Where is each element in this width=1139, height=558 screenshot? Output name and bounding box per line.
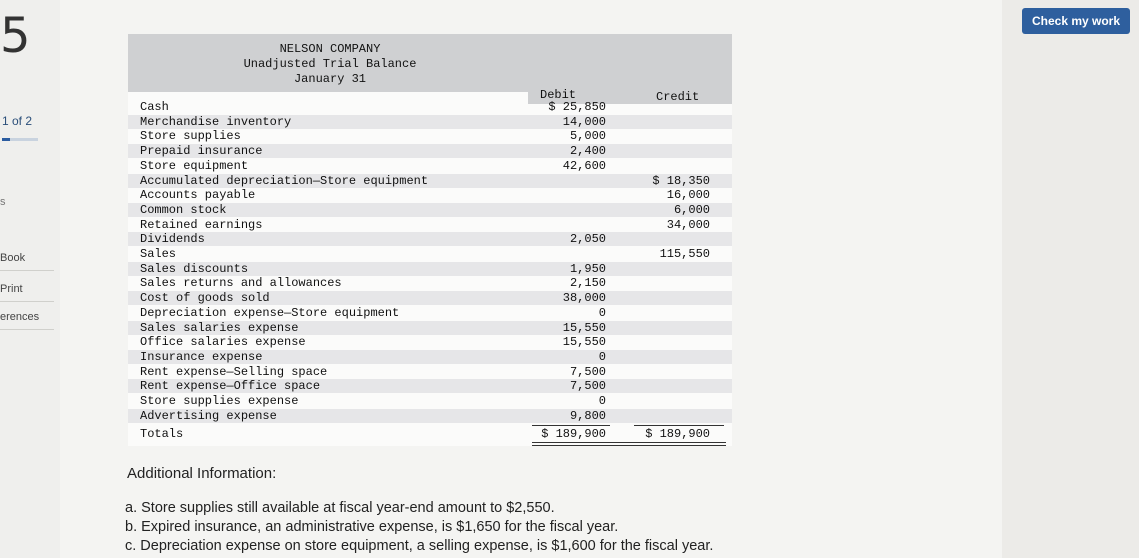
debit-amount: 42,600 <box>562 158 606 173</box>
table-row <box>128 394 732 408</box>
table-row <box>128 276 732 290</box>
right-panel <box>1002 0 1139 558</box>
table-row <box>128 188 732 202</box>
table-row <box>128 218 732 232</box>
credit-amount: 34,000 <box>666 217 710 232</box>
debit-amount: 9,800 <box>569 408 606 423</box>
debit-amount: 15,550 <box>562 335 606 350</box>
print-button[interactable]: Print <box>0 279 54 302</box>
table-row <box>128 321 732 335</box>
debit-amount: 15,550 <box>562 320 606 335</box>
account-name: Sales returns and allowances <box>140 276 342 291</box>
company-name: NELSON COMPANY <box>279 42 381 56</box>
account-name: Depreciation expense—Store equipment <box>140 305 400 320</box>
credit-header: Credit <box>656 90 700 104</box>
table-row <box>128 159 732 173</box>
additional-info-heading: Additional Information: <box>127 465 277 482</box>
table-row <box>128 129 732 143</box>
credit-amount: $ 189,900 <box>645 427 710 442</box>
debit-amount: $ 189,900 <box>541 427 606 442</box>
debit-amount: 7,500 <box>569 364 606 379</box>
table-row <box>128 174 732 188</box>
credit-amount: 6,000 <box>673 202 710 217</box>
account-name: Store supplies <box>140 129 241 144</box>
table-row <box>128 203 732 217</box>
debit-amount: 0 <box>598 305 606 320</box>
account-name: Dividends <box>140 232 205 247</box>
account-name: Rent expense—Office space <box>140 379 321 394</box>
table-row <box>128 115 732 129</box>
account-name: Cost of goods sold <box>140 291 270 306</box>
debit-amount: 2,400 <box>569 144 606 159</box>
subtotal-rule <box>634 425 724 426</box>
table-row <box>128 291 732 305</box>
table-row <box>128 232 732 246</box>
table-row <box>128 144 732 158</box>
account-name: Common stock <box>140 202 227 217</box>
table-row <box>128 247 732 261</box>
table-row <box>128 365 732 379</box>
account-name: Office salaries expense <box>140 335 306 350</box>
account-name: Prepaid insurance <box>140 144 263 159</box>
debit-amount: 14,000 <box>562 114 606 129</box>
credit-amount: 115,550 <box>659 247 710 261</box>
debit-amount: 0 <box>598 394 606 408</box>
credit-amount: $ 18,350 <box>652 173 710 188</box>
account-name: Retained earnings <box>140 217 263 232</box>
page-progress-bar <box>2 138 38 141</box>
debit-header: Debit <box>540 88 577 102</box>
subtotal-rule <box>532 425 610 426</box>
question-number: 5 <box>0 8 31 64</box>
debit-amount: 38,000 <box>562 291 606 306</box>
trial-balance-table <box>128 34 732 446</box>
account-name: Rent expense—Selling space <box>140 364 328 379</box>
account-name: Sales <box>140 247 177 261</box>
credit-amount: 16,000 <box>666 188 710 203</box>
table-title: Unadjusted Trial Balance <box>243 57 417 71</box>
prev-nav[interactable]: s <box>0 196 6 208</box>
page-progress-fill <box>2 138 10 141</box>
debit-amount: 1,950 <box>569 261 606 276</box>
additional-item: c. Depreciation expense on store equipment, a selling expense, is $1,600 for the fiscal year. <box>125 538 714 554</box>
table-row <box>128 100 732 114</box>
account-name: Totals <box>140 427 184 442</box>
account-name: Accumulated depreciation—Store equipment <box>140 173 429 188</box>
account-name: Store supplies expense <box>140 394 299 408</box>
account-name: Merchandise inventory <box>140 114 292 129</box>
table-row <box>128 379 732 393</box>
debit-amount: 2,050 <box>569 232 606 247</box>
debit-amount: 2,150 <box>569 276 606 291</box>
table-row <box>128 262 732 276</box>
account-name: Sales salaries expense <box>140 320 299 335</box>
table-row <box>128 427 732 441</box>
additional-item: b. Expired insurance, an administrative expense, is $1,650 for the fiscal year. <box>125 519 619 535</box>
total-double-rule <box>532 442 726 446</box>
check-my-work-button[interactable]: Check my work <box>1022 8 1130 34</box>
page-indicator: 1 of 2 <box>2 114 33 128</box>
table-row <box>128 306 732 320</box>
additional-item: a. Store supplies still available at fiscal year-end amount to $2,550. <box>125 500 555 516</box>
debit-amount: 7,500 <box>569 379 606 394</box>
additional-info-list <box>125 499 713 556</box>
references-button[interactable]: erences <box>0 307 54 330</box>
debit-amount: 0 <box>598 349 606 364</box>
table-row <box>128 335 732 349</box>
account-name: Advertising expense <box>140 408 277 423</box>
account-name: Insurance expense <box>140 349 263 364</box>
book-button[interactable]: Book <box>0 248 54 271</box>
table-row <box>128 409 732 423</box>
account-name: Store equipment <box>140 158 249 173</box>
account-name: Accounts payable <box>140 188 256 203</box>
account-name: Sales discounts <box>140 261 249 276</box>
debit-amount: $ 25,850 <box>548 100 606 114</box>
account-name: Cash <box>140 100 169 114</box>
debit-amount: 5,000 <box>569 129 606 144</box>
table-row <box>128 350 732 364</box>
table-date: January 31 <box>293 72 366 86</box>
